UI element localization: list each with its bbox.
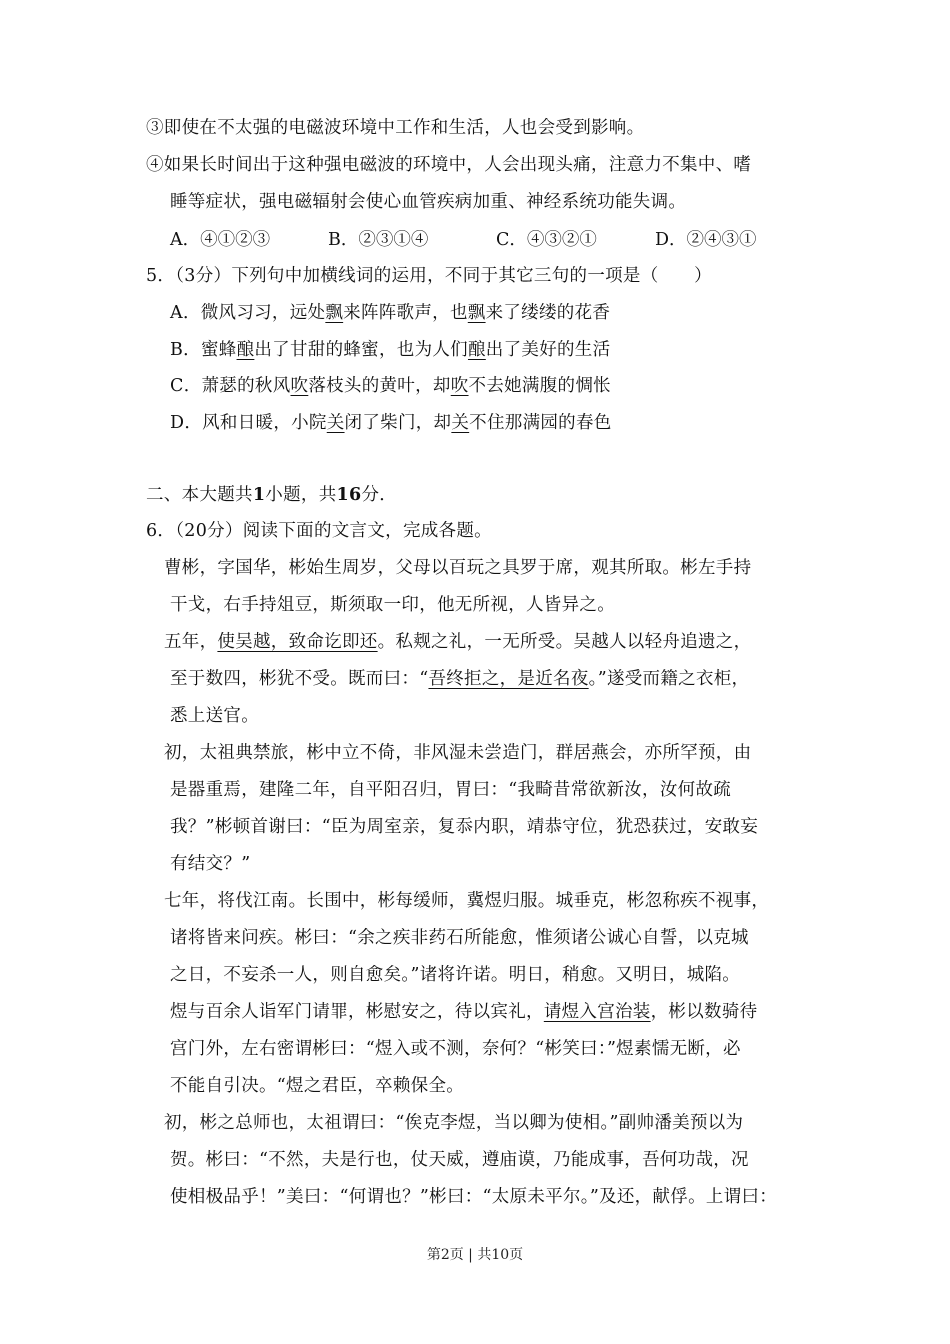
q4-option-a: A．④①②③ xyxy=(170,230,271,250)
q6-para1-line2: 干戈，右手持俎豆，斯须取一印，他无所视，人皆异之。 xyxy=(170,595,615,615)
q6-stem: 6．（20分）阅读下面的文言文，完成各题。 xyxy=(146,521,492,541)
q6-para3-line4: 有结交？” xyxy=(170,854,251,874)
q6-para4-line6: 不能自引决。“煜之君臣，卒赖保全。 xyxy=(170,1076,465,1096)
q6-para2-line3: 悉上送官。 xyxy=(170,706,259,726)
q4-item-3: ③即使在不太强的电磁波环境中工作和生活，人也会受到影响。 xyxy=(146,118,645,138)
q6-para5-line3: 使相极品乎！”美曰：“何谓也？”彬曰：“太原未平尔。”及还，献俘。上谓曰： xyxy=(170,1187,778,1207)
section-2-heading: 二、本大题共1小题，共16分． xyxy=(146,485,398,505)
q5-option-d: D．风和日暖，小院关闭了柴门，却关不住那满园的春色 xyxy=(170,413,612,433)
q6-para4-line4: 煜与百余人诣军门请罪，彬慰安之，待以宾礼，请煜入宫治装，彬以数骑待 xyxy=(170,1002,758,1022)
q4-option-c: C．④③②① xyxy=(496,230,597,250)
q4-option-d: D．②④③① xyxy=(655,230,757,250)
q4-option-b: B．②③①④ xyxy=(328,230,429,250)
q5-option-a: A．微风习习，远处飘来阵阵歌声，也飘来了缕缕的花香 xyxy=(170,303,611,323)
page-footer: 第2页 | 共10页 xyxy=(426,1247,524,1263)
q6-para2-line2: 至于数四，彬犹不受。既而曰：“吾终拒之，是近名夜。”遂受而籍之衣柜， xyxy=(170,669,750,689)
q6-para3-line2: 是器重焉，建隆二年，自平阳召归，胃曰：“我畸昔常欲新汝，汝何故疏 xyxy=(170,780,732,800)
q5-stem: 5．（3分）下列句中加横线词的运用，不同于其它三句的一项是（ ） xyxy=(146,266,712,286)
q6-para4-line5: 宫门外，左右密谓彬曰：“煜入或不测，奈何？“彬笑曰：”煜素懦无断，必 xyxy=(170,1039,741,1059)
q6-para4-line3: 之日，不妄杀一人，则自愈矣。”诸将许诺。明日，稍愈。又明日，城陷。 xyxy=(170,965,741,985)
q6-para5-line2: 贺。彬曰：“不然，夫是行也，仗天威，遵庙谟，乃能成事，吾何功哉，况 xyxy=(170,1150,749,1170)
q6-para2-line1: 五年，使吴越，致命讫即还。私觌之礼，一无所受。吴越人以轻舟追遗之， xyxy=(164,632,752,652)
q4-item-4-line1: ④如果长时间出于这种强电磁波的环境中，人会出现头痛，注意力不集中、嗜 xyxy=(146,155,752,175)
q5-option-c: C．萧瑟的秋风吹落枝头的黄叶，却吹不去她满腹的惆怅 xyxy=(170,376,611,396)
q5-option-b: B．蜜蜂酿出了甘甜的蜂蜜，也为人们酿出了美好的生活 xyxy=(170,340,611,360)
q4-item-4-line2: 睡等症状，强电磁辐射会使心血管疾病加重、神经系统功能失调。 xyxy=(170,192,687,212)
q6-para3-line3: 我？”彬顿首谢曰：“臣为周室亲，复忝内职，靖恭守位，犹恐获过，安敢妄 xyxy=(170,817,759,837)
q6-para4-line2: 诸将皆来问疾。彬曰：“余之疾非药石所能愈，惟须诸公诚心自誓，以克城 xyxy=(170,928,749,948)
q6-para4-line1: 七年，将伐江南。长围中，彬每缓师，冀煜归服。城垂克，彬忽称疾不视事， xyxy=(164,891,770,911)
q6-para3-line1: 初，太祖典禁旅，彬中立不倚，非风湿未尝造门，群居燕会，亦所罕预，由 xyxy=(164,743,752,763)
q6-para1-line1: 曹彬，字国华，彬始生周岁，父母以百玩之具罗于席，观其所取。彬左手持 xyxy=(164,558,752,578)
q6-para5-line1: 初，彬之总师也，太祖谓曰：“俟克李煜，当以卿为使相。”副帅潘美预以为 xyxy=(164,1113,744,1133)
